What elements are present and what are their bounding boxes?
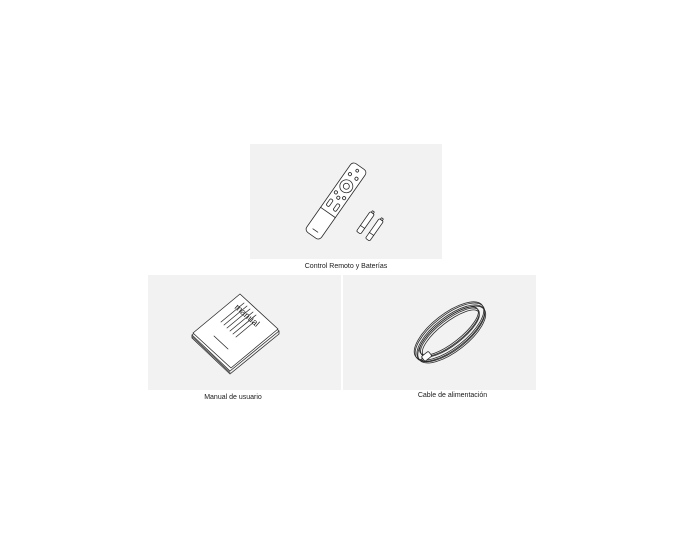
cable-panel [343, 275, 536, 390]
manual-cover-title: manual [232, 301, 262, 329]
manual-panel [148, 275, 341, 390]
cable-caption: Cable de alimentación [417, 392, 488, 399]
manual-book-icon [148, 275, 341, 390]
coiled-power-cable-icon [343, 275, 536, 390]
remote-caption: Control Remoto y Baterías [304, 263, 388, 270]
manual-caption: Manual de usuario [204, 394, 262, 401]
remote-panel [250, 144, 442, 259]
remote-and-batteries-icon [250, 144, 442, 259]
